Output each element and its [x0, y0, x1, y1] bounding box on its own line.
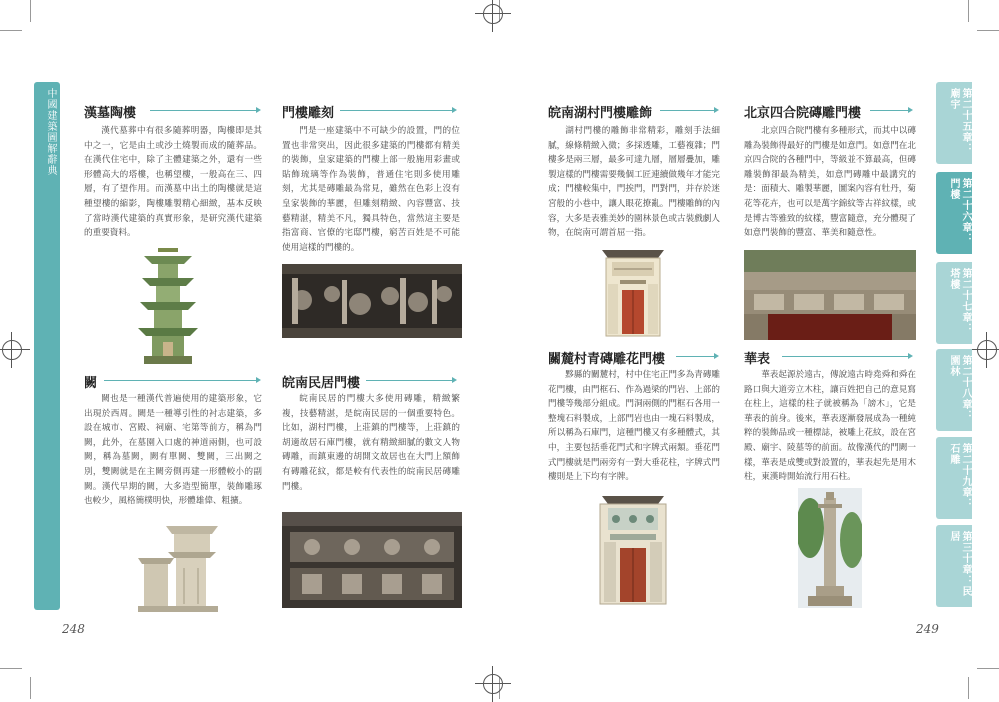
- tab-chapter-30[interactable]: 第三十章：民居: [936, 525, 972, 607]
- section-rule: [366, 380, 454, 381]
- arrow-icon: [714, 107, 719, 113]
- wannan-gate-photo: [282, 512, 462, 608]
- section-rule: [104, 380, 258, 381]
- section-title-gate-carving: 門樓雕刻: [282, 106, 335, 121]
- section-rule: [676, 356, 716, 357]
- crop-mark: [968, 0, 969, 22]
- section-title-beijing-gate: 北京四合院磚雕門樓: [744, 106, 862, 121]
- crop-mark: [30, 0, 31, 22]
- section-title-guanlu-gate: 關麓村青磚雕花門樓: [548, 352, 666, 367]
- section-text-guanlu-gate: 黟縣的關麓村，村中住宅正門多為青磚雕花門樓，由門框石、作為過梁的門岩、上部的門樓等幾部分組成。門洞兩側的門框石各用一整塊石料製成，上部門岩也由一塊石料製成，所以稱為石庫門，這種門樓又有多種體式，其中，主要包括垂花門式和字牌式兩類。垂花門式門樓就是門兩旁有一對大垂花柱，字牌式門樓則是上下均有字牌。: [548, 370, 720, 483]
- section-title-hucun-gate: 皖南湖村門樓雕飾: [548, 106, 653, 121]
- section-text-gate-carving: 門是一座建築中不可缺少的設置，門的位置也非常突出，因此很多建築的門樓都有精美的裝飾，皇家建築的門樓上部一般施用彩畫或貼飾琉璃等作為裝飾，普通住宅則多使用雕刻，尤其是磚雕最為常見，雖然在色彩上沒有皇家裝飾的華麗，但雕刻精緻、內容豐富、技藝精湛，精美不凡，獨具特色，當然這主要是指富商、官僚的宅邸門樓，窮苦百姓是不可能使用這樣的門樓的。: [282, 126, 460, 253]
- registration-mark-icon: [475, 0, 511, 32]
- section-title-huabiao: 華表: [744, 352, 771, 367]
- section-text-huabiao: 華表起源於遠古，傳說遠古時堯舜和舜在路口與大道旁立木柱，讓百姓把自己的意見寫在柱上，這樣的柱子就被稱為「謗木」，它是華表的前身。後來，華表逐漸發展成為一種純粹的裝飾品或一種標誌，被雕上花紋，設在宮殿、廟宇、陵墓等的前面。故像漢代的門闕一樣，華表是成雙或對設置的，華表起先是用木柱，東漢時開始流行用石柱。: [744, 370, 916, 483]
- registration-mark-icon: [0, 332, 30, 368]
- tab-chapter-25[interactable]: 第二十五章：廟宇: [936, 82, 972, 164]
- section-text-han-tomb: 漢代墓葬中有很多隨葬明器，陶樓即是其中之一，它是由土或沙土燒製而成的隨葬品。在漢代住宅中，除了主體建築之外，還有一些形體高大的塔樓，也稱望樓，一般高在三、四層，有了望作用。而漢墓中出土的陶樓就是這種望樓的縮影，陶樓雕製精心細緻，基本反映了當時漢代建築的真實形象，是研究漢代建築的重要資料。: [84, 126, 262, 239]
- arrow-icon: [452, 107, 457, 113]
- arrow-icon: [908, 353, 913, 359]
- crop-mark: [0, 668, 22, 669]
- crop-mark: [30, 677, 31, 699]
- left-side-bar: [34, 82, 60, 610]
- section-title-que: 闕: [84, 376, 98, 391]
- crop-mark: [0, 30, 22, 31]
- section-rule: [340, 110, 454, 111]
- hucun-gate-image: [600, 244, 666, 338]
- section-text-hucun-gate: 湖村門樓的雕飾非常精彩，雕刻手法細膩，線條精緻入微；多採透雕，工藝複雜；門樓多是兩三層，最多可達九層，層層疊加，雕製這樣的門樓需要幾個工匠連續做幾年才能完成；門樓較集中，門挨門，門對門，并存於迷宮般的小巷中，讓人眼花撩亂。門樓雕飾的內容，大多是表雅美妙的園林景色或古裝戲劇人物，在皖南可謂首屈一指。: [548, 126, 720, 239]
- registration-mark-icon: [969, 332, 999, 368]
- arrow-icon: [256, 107, 261, 113]
- book-title: 中國建築圖解辭典: [45, 88, 56, 176]
- crop-mark: [977, 30, 999, 31]
- tab-chapter-27[interactable]: 第二十七章：塔樓: [936, 262, 972, 344]
- section-text-que: 闕也是一種漢代普遍使用的建築形象，它出現於西周。闕是一種導引性的衬志建築，多設在城市、宮殿、祠廟、宅第等前方，稱為門闕，此外，在墓園入口處的神道兩側，也可設闕，稱為墓闕，闕有單闕、雙闕，三出闕之別，雙闕就是在主闕旁側再建一形體較小的副闕。漢代早期的闕，大多造型簡單，裝飾雕琢也較少，風格簡樸明快，形體雄偉、粗擴。: [84, 394, 262, 507]
- tab-chapter-28[interactable]: 第二十八章：園林: [936, 349, 972, 431]
- que-tower-image: [136, 518, 220, 614]
- section-title-han-tomb: 漢墓陶樓: [84, 106, 137, 121]
- arrow-icon: [714, 353, 719, 359]
- pottery-tower-image: [136, 242, 200, 366]
- section-text-beijing-gate: 北京四合院門樓有多種形式，而其中以磚雕為裝飾得最好的門樓是如意門。如意門在北京四合院的各種門中，等級並不算最高，但磚雕裝飾卻最為精美，如意門磚雕中最講究的是：面積大、雕製華麗，圖案內容有牡丹，菊花等花卉，也可以是萬字錦紋等古祥紋樣，或是博古等雅致的紋樣，豐富隨意，充分體現了如意門裝飾的豐富、華美和隨意性。: [744, 126, 916, 239]
- section-title-wannan-gate: 皖南民居門樓: [282, 376, 361, 391]
- sidebar-dots: [45, 628, 48, 667]
- arrow-icon: [908, 107, 913, 113]
- beijing-gate-photo: [744, 250, 916, 340]
- crop-mark: [977, 668, 999, 669]
- tab-chapter-26[interactable]: 第二十六章：門樓: [936, 172, 972, 254]
- gate-carving-photo: [282, 264, 462, 338]
- tab-chapter-29[interactable]: 第二十九章：石雕: [936, 437, 972, 519]
- arrow-icon: [452, 377, 457, 383]
- page-number-right: 249: [916, 622, 939, 636]
- section-rule: [870, 110, 910, 111]
- section-text-wannan-gate: 皖南民居的門樓大多使用磚雕，精緻繁複，技藝精湛，是皖南民居的一個重要特色。比如，湖村門樓，上莊鎮的門樓等，上莊鎮的胡適故居石庫門樓，就有精緻細膩的數文人物磚雕，而鎮東邊的胡開文故居也在大門上額飾有磚雕花紋，都是較有代表性的皖南民居磚雕門樓。: [282, 394, 460, 492]
- arrow-icon: [256, 377, 261, 383]
- section-rule: [782, 356, 910, 357]
- crop-mark: [968, 677, 969, 699]
- registration-mark-icon: [475, 666, 511, 702]
- section-rule: [150, 110, 258, 111]
- page-number-left: 248: [62, 622, 85, 636]
- huabiao-photo: [798, 488, 862, 608]
- guanlu-gate-image: [596, 490, 670, 606]
- section-rule: [660, 110, 716, 111]
